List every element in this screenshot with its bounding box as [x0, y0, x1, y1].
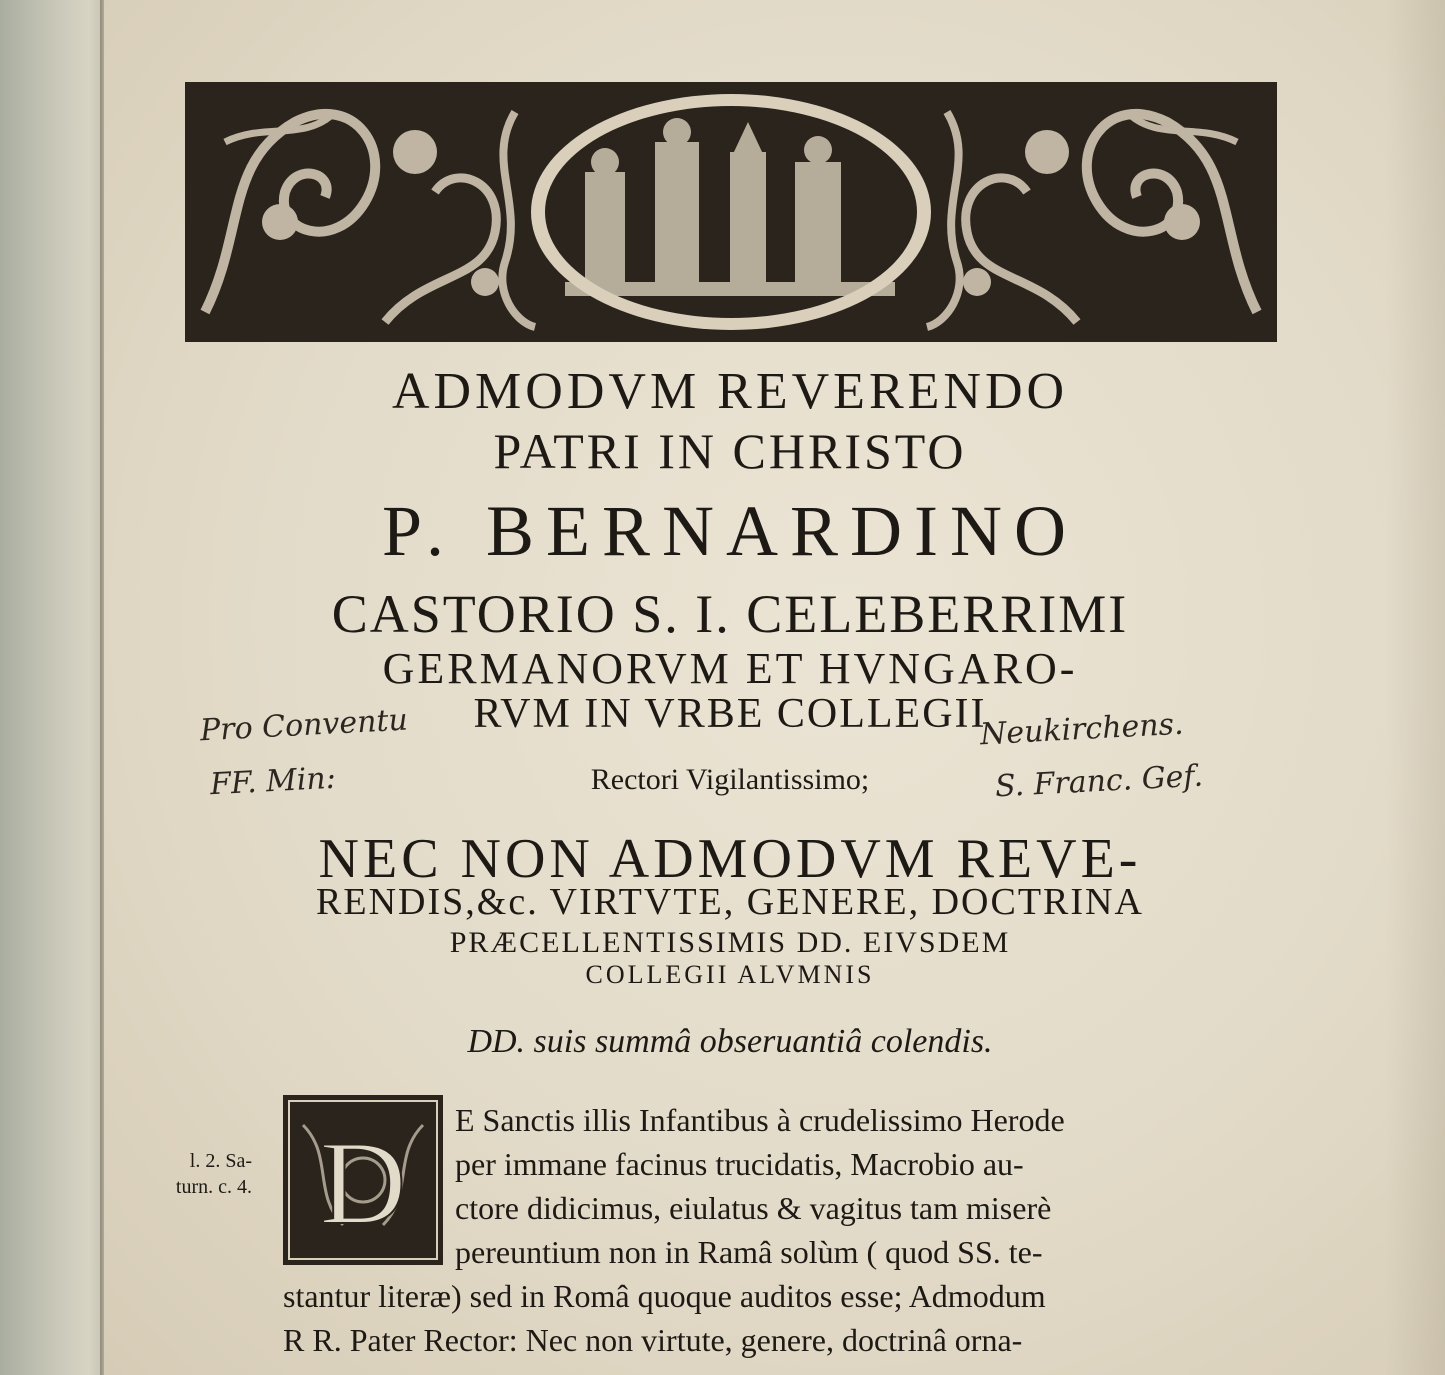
- margin-note-line-1: l. 2. Sa-: [189, 1150, 252, 1172]
- handwritten-note-left-top: Pro Conventu: [199, 702, 409, 749]
- title-line-10: PRÆCELLENTISSIMIS DD. EIVSDEM: [449, 926, 1011, 959]
- title-line-7: Rectori Vigilantissimo;: [590, 763, 870, 796]
- title-line-1: ADMODVM REVERENDO: [391, 363, 1069, 420]
- title-line-2: PATRI IN CHRISTO: [493, 423, 967, 479]
- handwritten-note-right-bottom: S. Franc. Gef.: [994, 758, 1204, 805]
- title-line-5: GERMANORVM ET HVNGARO-: [382, 644, 1078, 693]
- body-line: ctore didicimus, eiulatus & vagitus tam miserè: [455, 1190, 1052, 1226]
- margin-note: [160, 1148, 252, 1200]
- title-line-6: RVM IN VRBE COLLEGII: [473, 691, 987, 737]
- body-line: stantur literæ) sed in Româ quoque auditos esse; Admodum: [283, 1278, 1046, 1314]
- title-line-8: NEC NON ADMODVM REVE-: [318, 828, 1142, 890]
- drop-initial-letter: D: [319, 1116, 407, 1249]
- body-line: E Sanctis illis Infantibus à crudelissimo Herode: [455, 1102, 1065, 1138]
- dedication-line: DD. suis summâ obseruantiâ colendis.: [467, 1023, 993, 1060]
- decorated-initial-d: [283, 1095, 443, 1265]
- body-line: R R. Pater Rector: Nec non virtute, genere, doctrinâ orna-: [283, 1322, 1023, 1358]
- body-line: per immane facinus trucidatis, Macrobio au-: [455, 1146, 1024, 1182]
- handwritten-note-left-bottom: FF. Min:: [209, 760, 337, 803]
- body-text-beside-initial: [455, 1098, 1215, 1274]
- body-text-full-width: [283, 1274, 1215, 1362]
- woodcut-headpiece: [185, 82, 1277, 342]
- title-line-9: RENDIS,&c. VIRTVTE, GENERE, DOCTRINA: [316, 881, 1144, 923]
- title-line-4: CASTORIO S. I. CELEBERRIMI: [331, 584, 1129, 644]
- margin-note-line-2: turn. c. 4.: [175, 1176, 252, 1198]
- body-line: pereuntium non in Ramâ solùm ( quod SS. te-: [455, 1234, 1043, 1270]
- title-line-11: COLLEGII ALVMNIS: [585, 960, 875, 989]
- title-line-3: P. BERNARDINO: [381, 491, 1079, 571]
- page-shadow: [1385, 0, 1445, 1375]
- handwritten-note-right-top: Neukirchens.: [979, 706, 1185, 753]
